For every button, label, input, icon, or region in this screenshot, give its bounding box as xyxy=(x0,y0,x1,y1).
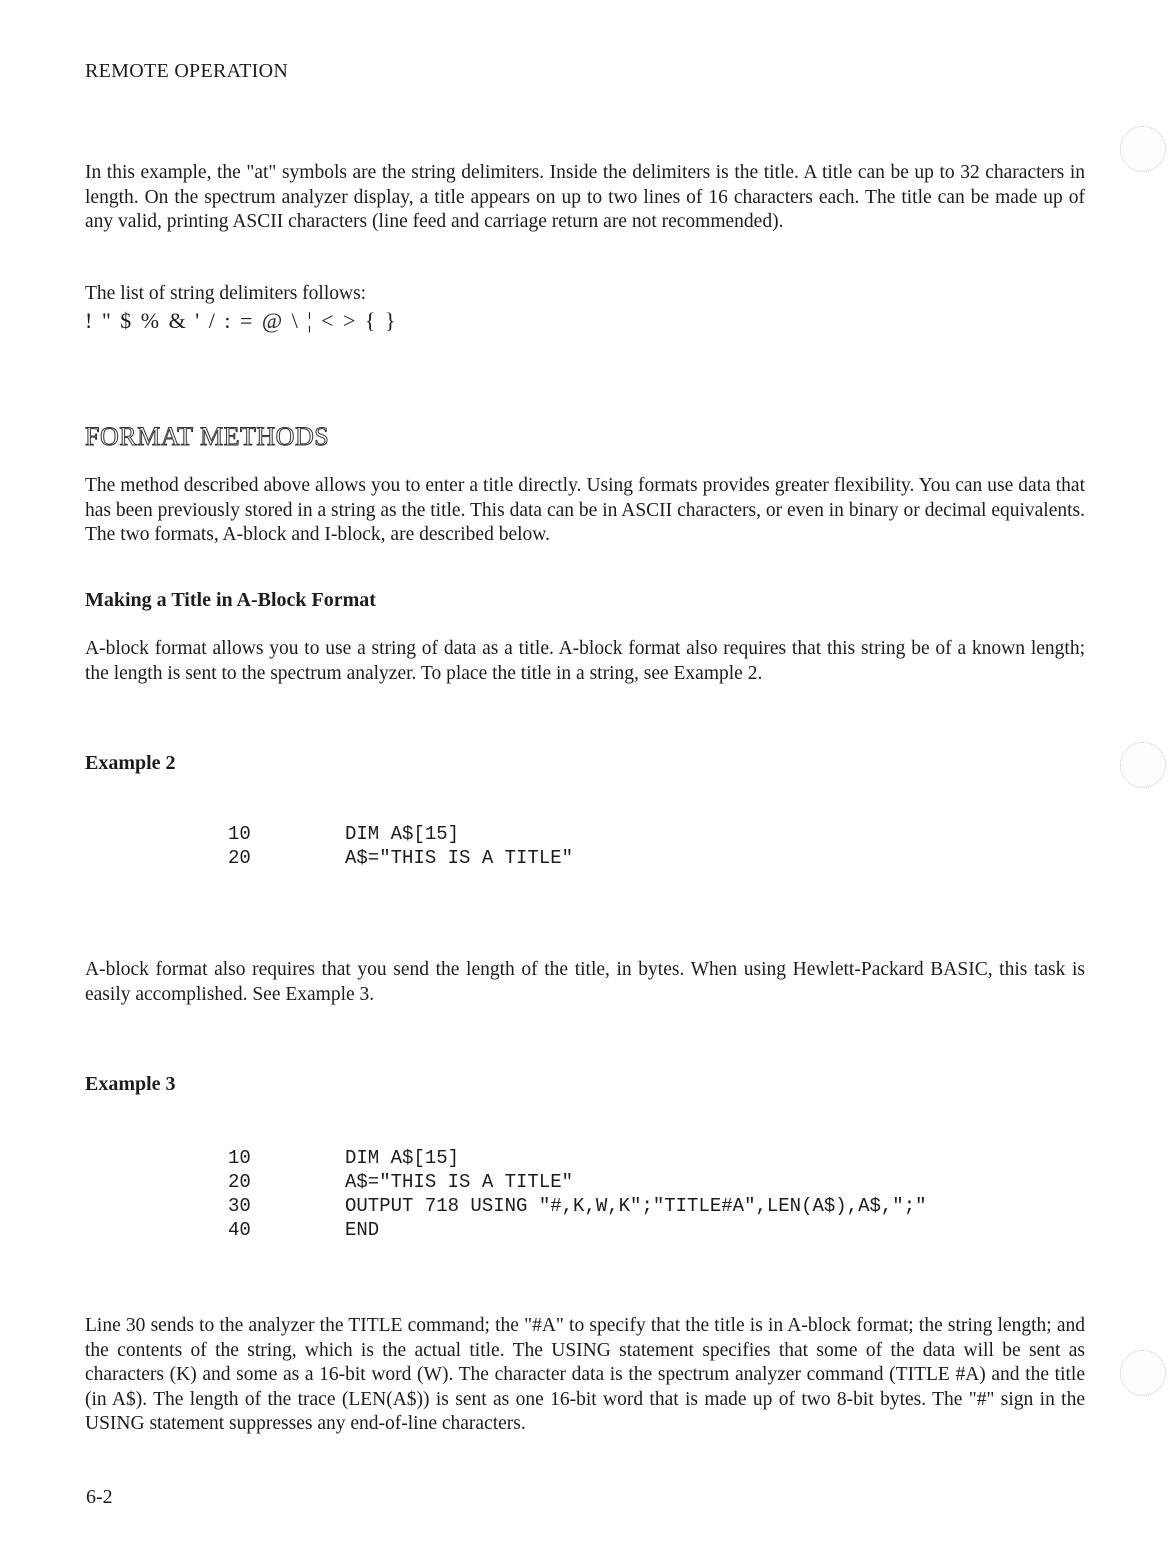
binder-hole-top xyxy=(1120,126,1166,172)
section-title-format-methods: FORMAT METHODS xyxy=(85,422,330,451)
code-line-text: A$="THIS IS A TITLE" xyxy=(345,847,574,869)
intro-paragraph: In this example, the "at" symbols are the string delimiters. Inside the delimiters is the title. A title can be up to 32 characters in length. On the spectrum analyzer display, a title appears on up to two lines of 16 characters each. The title can be made up of any valid, printing ASCII characters (line feed and carriage return are not recommended). xyxy=(85,162,1085,232)
binder-hole-middle xyxy=(1120,742,1166,788)
code-line-number: 20 xyxy=(228,1171,251,1193)
code-line-number: 40 xyxy=(228,1219,251,1241)
format-methods-paragraph: The method described above allows you to enter a title directly. Using formats provides greater flexibility. You can use data that has been previously stored in a string as the title. This data can be in ASCII characters, or even in binary or decimal equivalents. The two formats, A-block and I-block, are described below. xyxy=(85,475,1085,545)
code-line-text: A$="THIS IS A TITLE" xyxy=(345,1171,574,1193)
code-line-number: 10 xyxy=(228,823,251,845)
example-3-label: Example 3 xyxy=(85,1073,176,1095)
running-header: REMOTE OPERATION xyxy=(85,60,289,82)
example-2-label: Example 2 xyxy=(85,752,176,774)
page-number: 6-2 xyxy=(86,1486,113,1508)
code-line-text: DIM A$[15] xyxy=(345,1147,460,1169)
delimiters-intro: The list of string delimiters follows: xyxy=(85,283,367,304)
code-line-text: OUTPUT 718 USING "#,K,W,K";"TITLE#A",LEN(A$),A$,";" xyxy=(345,1195,927,1217)
ablock-heading: Making a Title in A-Block Format xyxy=(85,589,376,611)
ablock-paragraph: A-block format allows you to use a string of data as a title. A-block format also requires that this string be of a known length; the length is sent to the spectrum analyzer. To place the title in a string, see Example 2. xyxy=(85,638,1085,684)
binder-hole-bottom xyxy=(1120,1350,1166,1396)
code-line-number: 20 xyxy=(228,847,251,869)
code-line-text: DIM A$[15] xyxy=(345,823,460,845)
delimiter-list: ! " $ % & ' / : = @ \ ¦ < > { } xyxy=(85,308,398,333)
code-line-text: END xyxy=(345,1219,380,1241)
closing-paragraph: Line 30 sends to the analyzer the TITLE command; the "#A" to specify that the title is in A-block format; the string length; and the contents of the string, which is the actual title. The USING statement specifies that some of the data will be sent as characters (K) and some as a 16-bit word (W). The character data is the spectrum analyzer command (TITLE #A) and the title (in A$). The length of the trace (LEN(A$)) is sent as one 16-bit word that is made up of two 8-bit bytes. The "#" sign in the USING statement suppresses any end-of-line characters. xyxy=(85,1315,1085,1434)
code-line-number: 30 xyxy=(228,1195,251,1217)
mid-paragraph: A-block format also requires that you send the length of the title, in bytes. When using Hewlett-Packard BASIC, this task is easily accomplished. See Example 3. xyxy=(85,959,1085,1005)
code-line-number: 10 xyxy=(228,1147,251,1169)
